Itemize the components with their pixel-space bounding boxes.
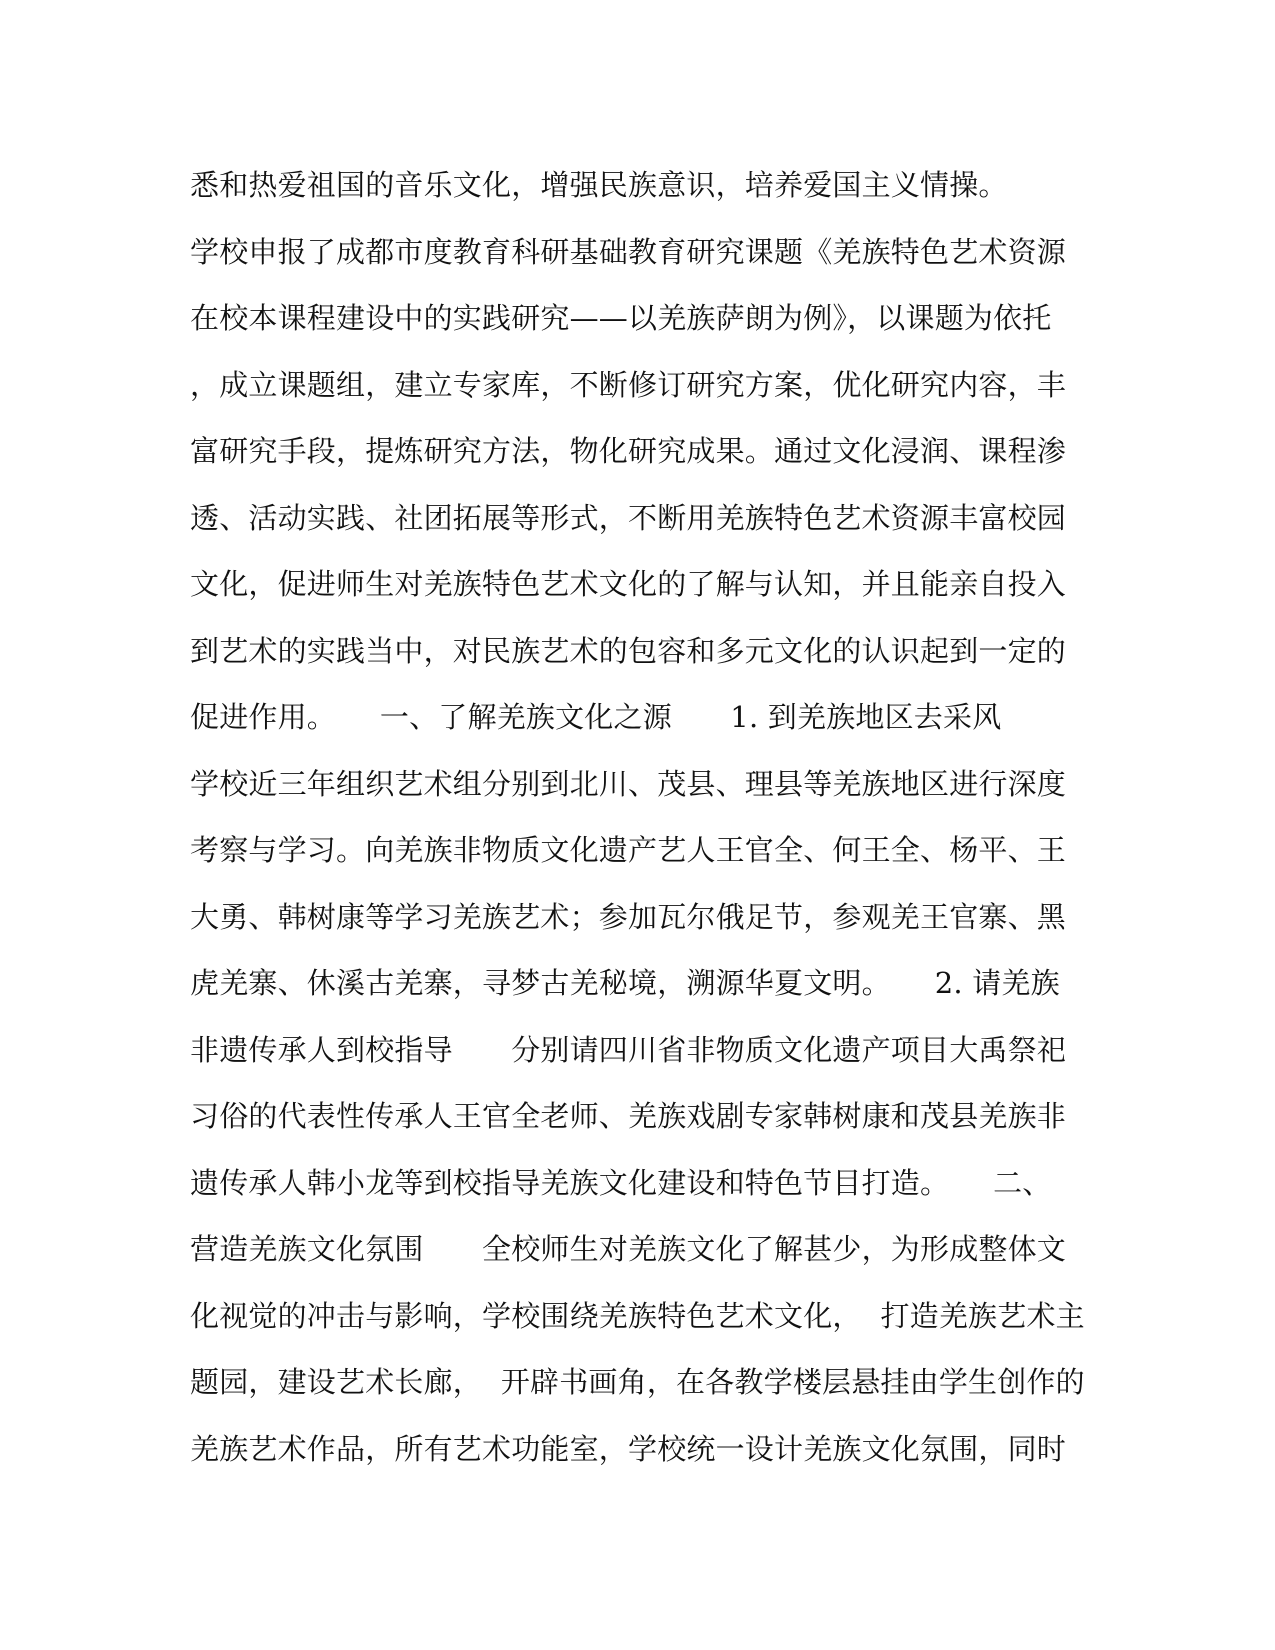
body-text	[190, 152, 1090, 1482]
text-line: 悉和热爱祖国的音乐文化，增强民族意识，培养爱国主义情操。	[190, 168, 1008, 202]
text-line: 习俗的代表性传承人王官全老师、羌族戏剧专家韩树康和茂县羌族非	[190, 1099, 1067, 1133]
text-line: 营造羌族文化氛围 全校师生对羌族文化了解甚少，为形成整体文	[190, 1232, 1067, 1266]
text-line: 化视觉的冲击与影响，学校围绕羌族特色艺术文化， 打造羌族艺术主	[190, 1298, 1085, 1333]
text-line: 文化，促进师生对羌族特色艺术文化的了解与认知，并且能亲自投入	[190, 567, 1067, 601]
text-line: 非遗传承人到校指导 分别请四川省非物质文化遗产项目大禹祭祀	[190, 1032, 1067, 1067]
text-line: 学校近三年组织艺术组分别到北川、茂县、理县等羌族地区进行深度	[190, 766, 1067, 801]
text-line: 大勇、韩树康等学习羌族艺术；参加瓦尔俄足节，参观羌王官寨、黑	[190, 899, 1067, 934]
text-line: 虎羌寨、休溪古羌寨，寻梦古羌秘境，溯源华夏文明。 2. 请羌族	[190, 966, 1060, 1000]
text-line: 富研究手段，提炼研究方法，物化研究成果。通过文化浸润、课程渗	[190, 434, 1067, 468]
text-line: 学校申报了成都市度教育科研基础教育研究课题《羌族特色艺术资源	[190, 234, 1067, 269]
text-line: 考察与学习。向羌族非物质文化遗产艺人王官全、何王全、杨平、王	[190, 833, 1067, 867]
text-line: 到艺术的实践当中，对民族艺术的包容和多元文化的认识起到一定的	[190, 633, 1067, 668]
text-line: ，成立课题组，建立专家库，不断修订研究方案，优化研究内容，丰	[190, 367, 1067, 402]
text-line: 透、活动实践、社团拓展等形式，不断用羌族特色艺术资源丰富校园	[190, 500, 1067, 535]
text-line: 题园，建设艺术长廊， 开辟书画角，在各教学楼层悬挂由学生创作的	[190, 1365, 1085, 1399]
text-line: 羌族艺术作品，所有艺术功能室，学校统一设计羌族文化氛围，同时	[190, 1431, 1067, 1466]
text-line: 遗传承人韩小龙等到校指导羌族文化建设和特色节目打造。 二、	[190, 1165, 1052, 1200]
text-line: 促进作用。 一、了解羌族文化之源 1. 到羌族地区去采风	[190, 700, 1002, 734]
text-line: 在校本课程建设中的实践研究——以羌族萨朗为例》，以课题为依托	[190, 301, 1052, 335]
